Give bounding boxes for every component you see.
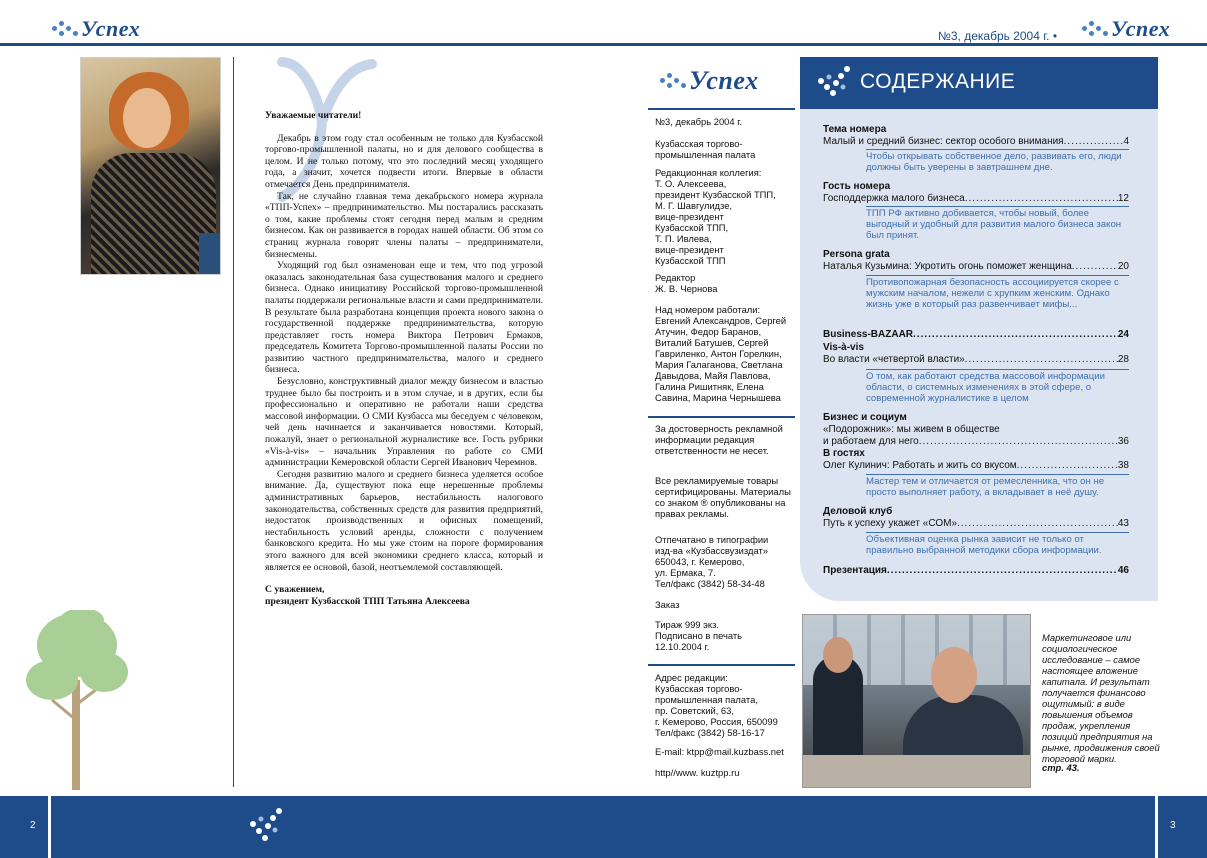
toc-entry[interactable]: Business-BAZAAR ..... 24: [823, 329, 1129, 341]
toc-entry[interactable]: Во власти «четвертой власти» ..... 28: [823, 354, 1129, 366]
contents-title: СОДЕРЖАНИЕ: [860, 70, 1016, 93]
toc-description: Мастер тем и отличается от ремесленника, что он не просто выполняет работу, а вкладывает в неё душу.: [866, 474, 1129, 498]
photo-caption: Маркетинговое или социологическое исследование – самое настоящее вложение капитала. И результат получается финансово ощутимый: в виде повышения объемов продаж, укрепления позиций предприятия на рынке, продвижения своей торговой марки.: [1042, 632, 1160, 764]
toc-description: ТПП РФ активно добивается, чтобы новый, более выгодный и удобный для развития малого бизнеса закон был принят.: [866, 206, 1129, 242]
page-number-right: 3: [1170, 820, 1176, 831]
toc-section-1: [823, 124, 1129, 148]
imprint-printing: Отпечатано в типографии изд-ва «Кузбассвузиздат» 650043, г. Кемерово, ул. Ермака, 7. Тел/факс (3842) 58-34-48: [655, 534, 769, 589]
imprint-issue: №3, декабрь 2004 г.: [655, 116, 743, 127]
logo-word: Успех: [1111, 16, 1171, 41]
toc-section-heading: Тема номера: [823, 124, 887, 135]
toc-entry[interactable]: Малый и средний бизнес: сектор особого внимания ..... 4: [823, 136, 1129, 148]
toc-entry[interactable]: Презентация ..... 46: [823, 565, 1129, 577]
imprint-top-rule: [648, 108, 795, 110]
imprint-website[interactable]: http//www. kuztpp.ru: [655, 767, 740, 778]
tree-illustration-icon: [22, 610, 132, 790]
toc-entry[interactable]: Олег Кулинич: Работать и жить со вкусом ..... 38: [823, 460, 1129, 472]
toc-description: Чтобы открывать собственное дело, развивать его, люди должны быть уверены в завтрашнем дне.: [866, 149, 1129, 173]
logo-word: Успех: [81, 16, 141, 41]
toc-section-3: [823, 249, 1129, 273]
toc-section-2: [823, 181, 1129, 205]
imprint-run: Тираж 999 экз. Подписано в печать 12.10.2004 г.: [655, 619, 743, 652]
imprint-rule: [648, 416, 795, 418]
letter-paragraph: Так, не случайно главная тема декабрьского номера журнала «ТПП-Успех» – предпринимательство. Мы постарались рассказать о том, какие проблемы стоят сегодня перед малым и средним бизнесом. Как он развивается в городах нашей области. Об этом со страниц журнала говорят члены палаты – предприниматели, бизнесмены.: [265, 190, 543, 260]
toc-section-heading: Persona grata: [823, 249, 890, 260]
caption-page-ref: стр. 43.: [1042, 762, 1080, 773]
footer-separator-right: [1155, 796, 1158, 858]
toc-section-6: [823, 412, 1129, 449]
letter-sign-2: президент Кузбасской ТПП Татьяна Алексеева: [265, 595, 470, 607]
toc-entry-line[interactable]: «Подорожник»: мы живем в обществе: [823, 424, 1000, 436]
imprint-board-title: Редакционная коллегия:: [655, 167, 762, 178]
imprint-rule: [648, 664, 795, 666]
toc-section-9: [823, 565, 1129, 577]
letter-paragraph: Декабрь в этом году стал особенным не только для Кузбасской торгово-промышленной палаты, но и для делового сообщества в целом. И не только потому, что это последний месяц уходящего года, а значит, хочется подвести итоги. Впервые в области отмечается День предпринимателя.: [265, 132, 543, 190]
footer-separator-left: [48, 796, 51, 858]
contents-header: [800, 57, 1158, 109]
toc-entry[interactable]: Путь к успеху укажет «СОМ» ..... 43: [823, 518, 1129, 530]
logo-word: Успех: [689, 66, 759, 95]
toc-description: О том, как работают средства массовой информации области, о системных изменениях в этой сфере, о современной журналистике в целом: [866, 369, 1129, 405]
imprint-disclaimer: За достоверность рекламной информации редакция ответственности не несет.: [655, 423, 783, 456]
footer-check-dots-icon: [248, 806, 284, 846]
letter-sign-1: С уважением,: [265, 584, 325, 596]
imprint-editor-title: Редактор: [655, 272, 696, 283]
toc-section-5: [823, 342, 1129, 366]
logo-dots-icon: [1082, 19, 1108, 39]
issue-label-top: №3, декабрь 2004 г. •: [938, 29, 1058, 43]
logo-dots-icon: [660, 71, 686, 91]
imprint-order: Заказ: [655, 599, 680, 610]
toc-section-heading: В гостях: [823, 448, 865, 459]
footer-bar: [0, 796, 1207, 858]
imprint-staff: Евгений Александров, Сергей Атучин, Федор Баранов, Виталий Батушев, Сергей Гавриленко, Антон Горелкин, Мария Галаганова, Светлана Давыдова, Майя Павлова, Галина Ришитняк, Елена Савина, Марина Чернышева: [655, 315, 787, 403]
letter-paragraph: Безусловно, конструктивный диалог между бизнесом и властью труднее было бы построить и в этом случае, и в других, если бы профессионально и оперативно не работали наши средства массовой информации. О СМИ Кузбасса мы беседуем с человеком, чей день начинается и заканчивается новостями. Который, пожалуй, знает о региональной журналистике все. Гость рубрики «Vis-à-vis» – начальник Управления по работе со СМИ администрации Кемеровской области Сергей Иванович Черемнов.: [265, 376, 543, 469]
toc-section-heading: Гость номера: [823, 181, 891, 192]
imprint-email[interactable]: E-mail: ktpp@mail.kuzbass.net: [655, 746, 784, 757]
toc-section-heading: Деловой клуб: [823, 506, 893, 517]
imprint-editor: Ж. В. Чернова: [655, 283, 718, 294]
toc-section-7: [823, 448, 1129, 472]
president-photo: [80, 57, 221, 275]
page-number-left: 2: [30, 820, 36, 831]
check-dots-icon: [816, 65, 852, 101]
letter-greeting: Уважаемые читатели!: [265, 110, 362, 121]
imprint-staff-title: Над номером работали:: [655, 304, 761, 315]
toc-section-heading: Бизнес и социум: [823, 412, 907, 423]
logo-dots-icon: [52, 19, 78, 39]
toc-section-4: [823, 329, 1129, 341]
imprint-address-title: Адрес редакции:: [655, 672, 728, 683]
left-column-rule: [233, 57, 234, 787]
imprint-address: Кузбасская торгово- промышленная палата, пр. Советский, 63, г. Кемерово, Россия, 650099 Тел/факс (3842) 58-16-17: [655, 683, 778, 738]
toc-entry[interactable]: Господдержка малого бизнеса ..... 12: [823, 193, 1129, 205]
top-rule: [0, 43, 1207, 46]
toc-section-8: [823, 506, 1129, 530]
logo-imprint: [660, 66, 759, 96]
letter-paragraph: Уходящий год был ознаменован еще и тем, что под угрозой оказалась законодательная база существования малого и среднего бизнеса. Однако инициативу Российской торгово-промышленной палаты поддержали региональные власти и сами предприниматели. В результате была разработана концепция проекта нового закона о государственной поддержке предпринимательства, которую представляет гость номера Виктора Петрович Ермаков, председатель Комитета Торгово-промышленной палаты России по развитию частного предпринимательства, малого и среднего бизнеса.: [265, 260, 543, 376]
imprint-board: Т. О. Алексеева, президент Кузбасской ТПП, М. Г. Шавгулидзе, вице-президент Кузбасской ТПП, Т. П. Ивлева, вице-президент Кузбасской ТПП: [655, 178, 776, 266]
logo-top-right: [1082, 16, 1170, 42]
toc-section-heading: Vis-à-vis: [823, 342, 864, 353]
letter-paragraph: Сегодня развитию малого и среднего бизнеса уделяется особое внимание. Да, существуют пока еще нерешенные проблемы административных барьеров, нестабильность налогового законодательства, собственных средств для развития предприятий, недостаток производственных и офисных помещений, нестабильность условий аренды, сложности с получением банковского кредита. Но мы уже стоим на пороге формирования этого важного для всей экономики среднего класса, который и является ее основой, базой, неотъемлемой составляющей.: [265, 468, 543, 573]
imprint-certification: Все рекламируемые товары сертифицированы. Материалы со знаком ® опубликованы на правах рекламы.: [655, 475, 791, 519]
toc-description: Противопожарная безопасность ассоциируется скорее с мужским началом, нежели с хрупким женским. Однако жизнь уже в который раз развенчивает мифы...: [866, 275, 1129, 311]
toc-entry[interactable]: Наталья Кузьмина: Укротить огонь поможет женщина ..... 20: [823, 261, 1129, 273]
editorial-letter: [265, 110, 543, 607]
logo-top-left: [52, 16, 140, 42]
imprint-publisher: Кузбасская торгово-промышленная палата: [655, 138, 756, 160]
toc-description: Объективная оценка рынка зависит не только от правильно выбранной методики сбора информации.: [866, 532, 1129, 556]
business-meeting-photo: [802, 614, 1031, 788]
toc-entry[interactable]: и работаем для него ..... 36: [823, 436, 1129, 448]
